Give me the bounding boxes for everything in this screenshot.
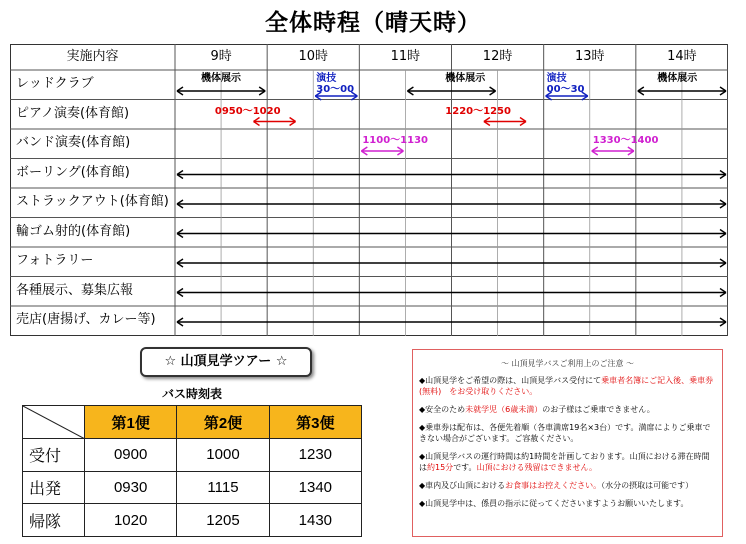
notice-text: ◆車内及び山頂における: [419, 481, 506, 490]
table-cell: 1430: [269, 504, 361, 537]
hour-header: 12時: [482, 49, 513, 64]
column-header-3: 第3便: [269, 406, 361, 439]
kitai-label: 機体展示: [201, 73, 242, 84]
table-cell: 0900: [85, 439, 177, 472]
bus-notice-box: [412, 349, 723, 537]
tour-title: ☆ 山頂見学ツアー ☆: [140, 347, 312, 377]
schedule-row-label: ボーリング(体育館): [16, 164, 130, 180]
hour-header: 11時: [390, 49, 421, 64]
schedule-row-label: レッドクラブ: [16, 76, 94, 91]
notice-emphasis: 約15分: [427, 463, 454, 472]
table-row: [23, 439, 362, 472]
table-cell: 1000: [177, 439, 269, 472]
table-cell: 1115: [177, 471, 269, 504]
table-cell: 1020: [85, 504, 177, 537]
schedule-row-label: ピアノ演奏(体育館): [16, 105, 130, 121]
engi-label: 演技: [546, 73, 567, 84]
schedule-row-label: 売店(唐揚げ、カレー等): [16, 312, 156, 327]
notice-title: 〜 山頂見学バスご利用上のご注意 〜: [500, 359, 635, 368]
notice-item: [419, 451, 716, 473]
notice-text: ◆山頂見学中は、係員の指示に従ってくださいますようお願いいたします。: [419, 499, 689, 508]
kitai-label: 機体展示: [657, 73, 698, 84]
notice-text: ◆山頂見学をご希望の際は、山頂見学バス受付にて: [419, 376, 602, 385]
notice-text: （水分の摂取は可能です）: [601, 481, 694, 490]
notice-text: ◆乗車券は配布は、各便先着順（各車満席19名×3台）です。満席によりご乗車できない場合がございます。ご容赦ください。: [419, 423, 711, 443]
kitai-label: 機体展示: [445, 73, 486, 84]
band-arrow: [361, 147, 403, 155]
schedule-row-label: バンド演奏(体育館): [16, 135, 131, 150]
table-cell: 0930: [85, 471, 177, 504]
notice-item: [419, 480, 716, 491]
band-time-label: 1100〜1130: [362, 135, 428, 146]
table-row: [23, 471, 362, 504]
row-label: 帰隊: [23, 504, 85, 537]
hour-header: 14時: [667, 49, 697, 64]
schedule-grid: [10, 44, 728, 336]
column-header-2: 第2便: [177, 406, 269, 439]
column-header-1: 第1便: [85, 406, 177, 439]
notice-text: です。: [453, 463, 477, 472]
bus-timetable-title: バス時刻表: [161, 387, 222, 401]
hour-header: 9時: [210, 49, 232, 64]
table-row: [23, 504, 362, 537]
row-label: 受付: [23, 439, 85, 472]
notice-emphasis: 乗車者名簿にご記入後、乗車券 (無料) をお受け取りください。: [419, 376, 722, 396]
notice-text: ◆安全のため: [419, 405, 466, 414]
table-cell: 1205: [177, 504, 269, 537]
corner-cell: [23, 406, 85, 439]
piano-time-label: 1220〜1250: [445, 105, 511, 117]
band-time-label: 1330〜1400: [592, 135, 659, 146]
bus-timetable: [22, 405, 362, 537]
engi-label: 演技: [316, 73, 337, 84]
schedule-header-label: 実施内容: [66, 49, 119, 64]
notice-emphasis: お食事はお控えください。: [505, 481, 602, 490]
schedule-row-label: ストラックアウト(体育館): [16, 194, 169, 209]
piano-time-label: 0950〜1020: [214, 105, 281, 117]
notice-text: のお子様はご乗車できません。: [542, 405, 655, 414]
engi-time-label: 00〜30: [546, 84, 585, 95]
notice-emphasis: 未就学児（6歳未満）: [465, 405, 543, 414]
notice-item: [419, 498, 716, 509]
diagonal-line: [23, 406, 85, 439]
row-label: 出発: [23, 471, 85, 504]
notice-item: [419, 375, 722, 397]
notice-text: ◆山頂見学バスの運行時間は約1時間を計画しております。山頂における滞在時間は: [419, 452, 710, 472]
table-cell: 1340: [269, 471, 361, 504]
band-arrow: [592, 147, 634, 155]
notice-item: [419, 404, 716, 415]
notice-item: [419, 422, 716, 444]
page-title: 全体時程（晴天時）: [265, 10, 481, 36]
piano-arrow: [484, 118, 526, 126]
notice-emphasis: 山頂における残留はできません。: [476, 463, 598, 472]
hour-header: 10時: [298, 49, 328, 64]
schedule-row-label: 各種展示、募集広報: [16, 282, 134, 298]
schedule-row-label: 輪ゴム射的(体育館): [16, 223, 131, 239]
hour-header: 13時: [574, 49, 605, 64]
engi-time-label: 30〜00: [316, 84, 355, 95]
table-cell: 1230: [269, 439, 361, 472]
schedule-row-label: フォトラリー: [16, 253, 94, 268]
piano-arrow: [253, 118, 295, 126]
